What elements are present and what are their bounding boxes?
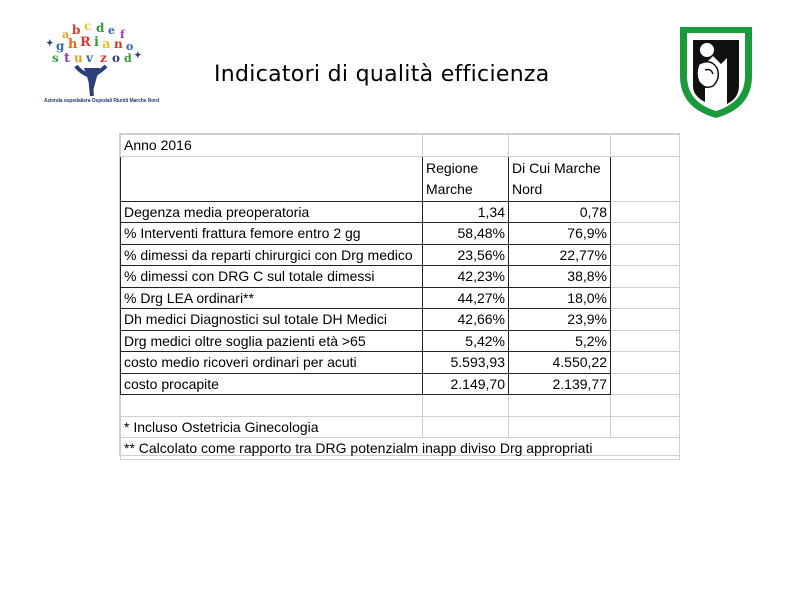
svg-text:v: v xyxy=(86,51,93,65)
svg-text:h: h xyxy=(68,37,78,52)
value-regione: 1,34 xyxy=(423,201,509,223)
value-nord: 2.139,77 xyxy=(509,373,611,395)
value-nord: 5,2% xyxy=(509,330,611,352)
row-label: % dimessi con DRG C sul totale dimessi xyxy=(121,266,423,288)
note-row xyxy=(121,416,680,438)
table-row xyxy=(121,201,680,223)
value-regione: 42,66% xyxy=(423,309,509,331)
col-header-regione: Regione Marche xyxy=(423,156,509,201)
row-label: Dh medici Diagnostici sul totale DH Medici xyxy=(121,309,423,331)
row-label: % Interventi frattura femore entro 2 gg xyxy=(121,223,423,245)
svg-text:c: c xyxy=(84,19,92,33)
col-header-nord: Di Cui Marche Nord xyxy=(509,156,611,201)
svg-text:s: s xyxy=(52,51,59,65)
svg-text:b: b xyxy=(72,23,81,37)
svg-text:a: a xyxy=(102,37,111,52)
svg-text:a: a xyxy=(62,28,70,41)
table-row xyxy=(121,309,680,331)
value-nord: 76,9% xyxy=(509,223,611,245)
value-regione: 5,42% xyxy=(423,330,509,352)
note-row xyxy=(121,438,680,460)
svg-text:n: n xyxy=(114,37,123,51)
footnote: ** Calcolato come rapporto tra DRG potenzialm inapp diviso Drg appropriati xyxy=(121,438,680,460)
footnote: * Incluso Ostetricia Ginecologia xyxy=(121,416,423,438)
table-row xyxy=(121,266,680,288)
row-label: % Drg LEA ordinari** xyxy=(121,287,423,309)
svg-text:i: i xyxy=(94,35,99,50)
year-label: Anno 2016 xyxy=(121,135,423,157)
svg-text:t: t xyxy=(64,51,71,66)
svg-text:d: d xyxy=(96,21,105,35)
value-nord: 38,8% xyxy=(509,266,611,288)
table-row xyxy=(121,352,680,374)
svg-text:e: e xyxy=(108,24,115,37)
row-label: % dimessi da reparti chirurgici con Drg medico xyxy=(121,244,423,266)
svg-text:R: R xyxy=(80,35,91,50)
svg-text:✦: ✦ xyxy=(46,39,54,49)
svg-text:f: f xyxy=(120,28,125,41)
value-regione: 58,48% xyxy=(423,223,509,245)
svg-text:o: o xyxy=(126,40,134,53)
regione-marche-logo xyxy=(677,24,755,120)
empty-row xyxy=(121,395,680,417)
value-regione: 2.149,70 xyxy=(423,373,509,395)
svg-text:o: o xyxy=(112,51,121,65)
value-nord: 4.550,22 xyxy=(509,352,611,374)
left-logo xyxy=(40,18,159,108)
slide-title: Indicatori di qualità efficienza xyxy=(214,62,550,87)
year-row xyxy=(121,135,680,157)
regione-marche-shield-logo-icon xyxy=(677,24,755,120)
row-label: Degenza media preoperatoria xyxy=(121,201,423,223)
left-logo-caption: Azienda ospedaliera Ospedali Riuniti Marche Nord xyxy=(44,98,159,104)
header-row xyxy=(121,156,680,201)
table-row xyxy=(121,373,680,395)
svg-text:z: z xyxy=(100,51,107,65)
value-regione: 42,23% xyxy=(423,266,509,288)
svg-text:✦: ✦ xyxy=(134,51,142,61)
value-nord: 0,78 xyxy=(509,201,611,223)
svg-text:g: g xyxy=(56,39,65,53)
value-nord: 18,0% xyxy=(509,287,611,309)
table-row xyxy=(121,287,680,309)
table-row xyxy=(121,223,680,245)
value-regione: 44,27% xyxy=(423,287,509,309)
row-label: costo medio ricoveri ordinari per acuti xyxy=(121,352,423,374)
table-row xyxy=(121,330,680,352)
value-regione: 5.593,93 xyxy=(423,352,509,374)
value-nord: 23,9% xyxy=(509,309,611,331)
svg-text:d: d xyxy=(124,52,132,65)
value-nord: 22,77% xyxy=(509,244,611,266)
tree-of-letters-logo-icon xyxy=(40,18,150,98)
value-regione: 23,56% xyxy=(423,244,509,266)
table-row xyxy=(121,244,680,266)
row-label: costo procapite xyxy=(121,373,423,395)
indicators-table xyxy=(119,133,680,456)
row-label: Drg medici oltre soglia pazienti età >65 xyxy=(121,330,423,352)
svg-text:u: u xyxy=(74,51,83,65)
